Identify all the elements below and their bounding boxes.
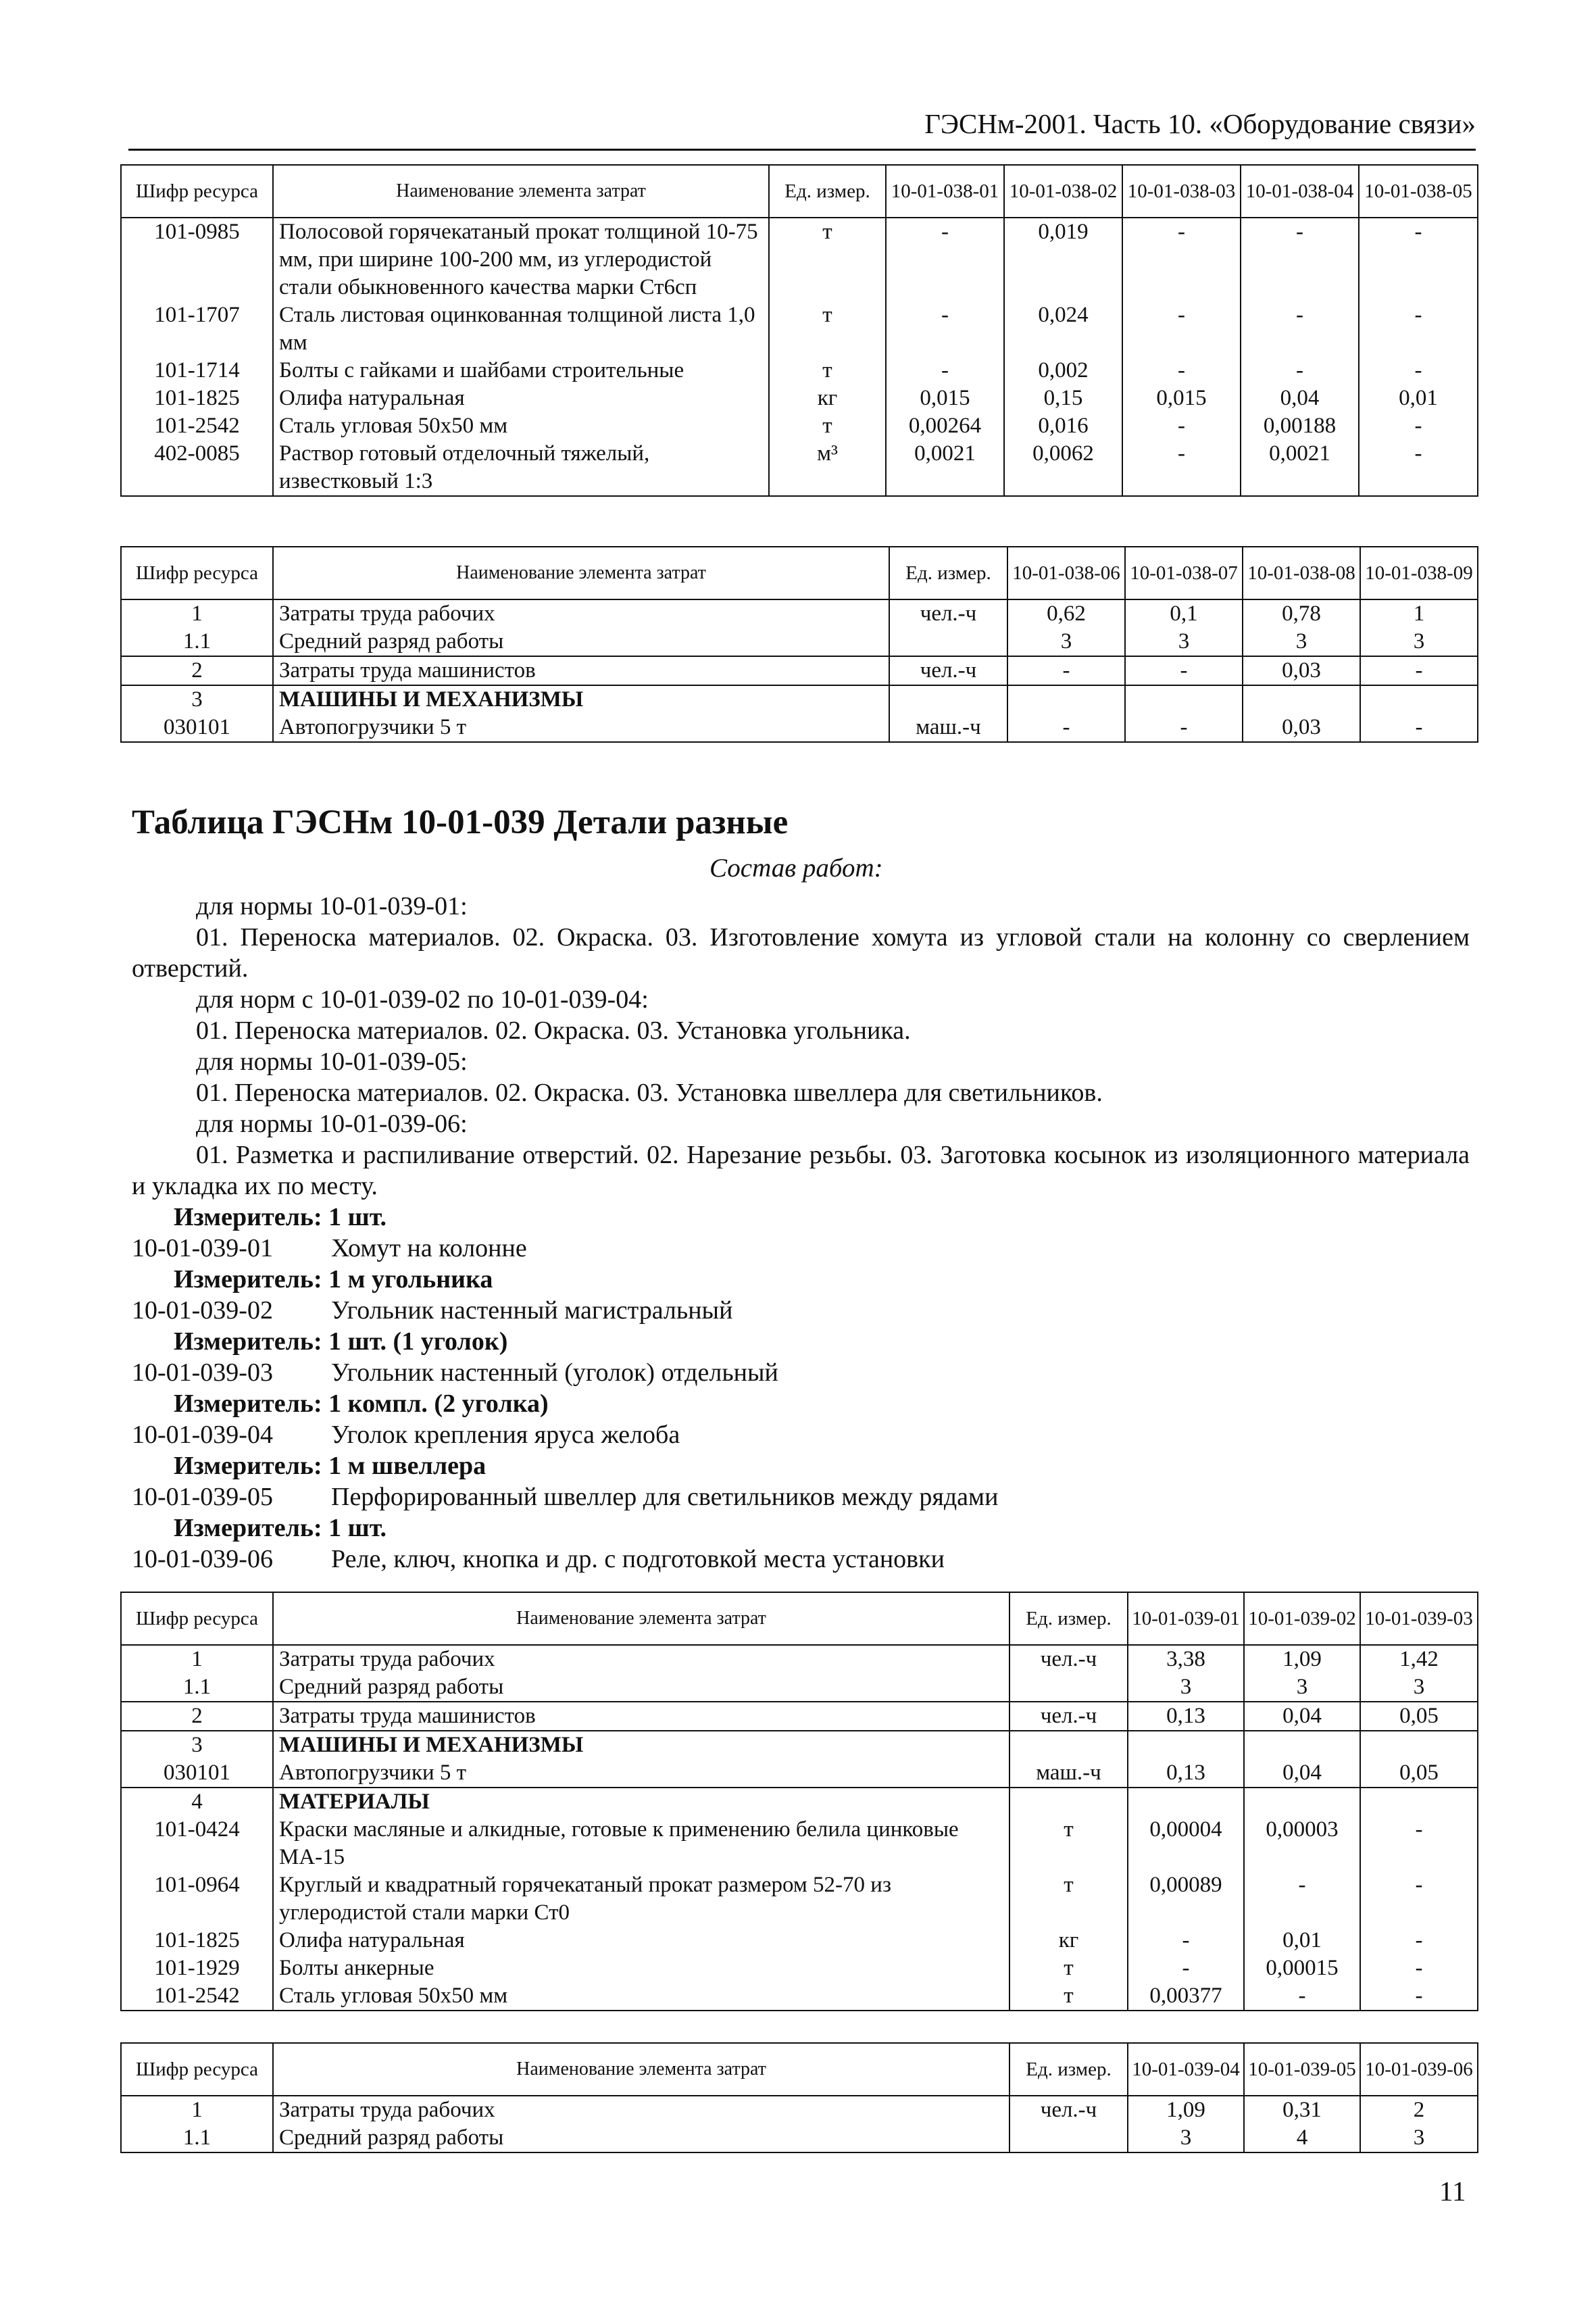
cell-value: 0,00264 — [886, 412, 1004, 440]
col-unit: Ед. измер. — [889, 547, 1007, 599]
table-row — [121, 1954, 1478, 1982]
table-row — [121, 1871, 1478, 1927]
cell-code: 3 — [121, 1731, 273, 1759]
cell-code: 1 — [121, 2096, 273, 2124]
cell-value — [1128, 1731, 1244, 1759]
table-row — [121, 1816, 1478, 1871]
col-value: 10-01-039-01 — [1128, 1592, 1244, 1645]
cell-value: - — [1360, 1954, 1478, 1982]
col-unit: Ед. измер. — [769, 165, 886, 218]
cell-unit — [1009, 1673, 1128, 1702]
cell-value: 1 — [1360, 599, 1478, 628]
cell-code: 1.1 — [121, 1673, 273, 1702]
norm-code: 10-01-039-03 — [132, 1358, 273, 1387]
cell-name: Сталь угловая 50х50 мм — [273, 412, 769, 440]
cell-code: 1 — [121, 1645, 273, 1673]
cell-value: 0,1 — [1125, 599, 1243, 628]
col-code: Шифр ресурса — [121, 1592, 273, 1645]
cell-value: - — [886, 218, 1004, 301]
table-038-labor — [120, 546, 1478, 743]
cell-value: 0,05 — [1360, 1702, 1478, 1731]
cell-value: 0,00377 — [1128, 1982, 1244, 2011]
cell-name: Средний разряд работы — [273, 1673, 1009, 1702]
col-value: 10-01-038-06 — [1007, 547, 1125, 599]
measure-label: Измеритель: 1 шт. — [174, 1203, 387, 1231]
col-unit: Ед. измер. — [1009, 2043, 1128, 2096]
cell-value: 3,38 — [1128, 1645, 1244, 1673]
cell-value: - — [1128, 1954, 1244, 1982]
cell-value: 0,00003 — [1244, 1816, 1360, 1871]
table-039-resources — [120, 1592, 1478, 2011]
cell-name: Средний разряд работы — [273, 2124, 1009, 2152]
cell-code: 101-1714 — [121, 357, 273, 385]
cell-value — [1125, 685, 1243, 714]
col-value: 10-01-038-04 — [1241, 165, 1359, 218]
cell-value: 0,62 — [1007, 599, 1125, 628]
cell-value: 0,0021 — [1241, 440, 1359, 496]
cell-code: 101-2542 — [121, 412, 273, 440]
cell-value: 0,15 — [1004, 385, 1122, 412]
cell-value: 0,00188 — [1241, 412, 1359, 440]
cell-code: 1 — [121, 599, 273, 628]
cell-value: - — [886, 301, 1004, 357]
col-code: Шифр ресурса — [121, 165, 273, 218]
cell-name: Сталь листовая оцинкованная толщиной листа 1,0 мм — [273, 301, 769, 357]
cell-value: - — [1360, 1927, 1478, 1954]
cell-section-heading: МАТЕРИАЛЫ — [273, 1788, 1009, 1816]
table-row — [121, 2124, 1478, 2152]
col-name: Наименование элемента затрат — [273, 165, 769, 218]
col-value: 10-01-038-08 — [1243, 547, 1360, 599]
cell-value: - — [1359, 412, 1478, 440]
cell-name: Олифа натуральная — [273, 385, 769, 412]
cell-value: - — [1360, 1982, 1478, 2011]
cell-value — [1243, 685, 1360, 714]
cell-name: Автопогрузчики 5 т — [273, 1759, 1009, 1788]
cell-unit: т — [1009, 1954, 1128, 1982]
header-rule — [128, 149, 1476, 151]
cell-value: 0,00089 — [1128, 1871, 1244, 1927]
norm-code: 10-01-039-05 — [132, 1483, 273, 1511]
norm-range-heading: для нормы 10-01-039-05: — [196, 1048, 468, 1076]
cell-value — [1360, 1731, 1478, 1759]
measure-label: Измеритель: 1 шт. (1 уголок) — [174, 1327, 508, 1356]
table-row — [121, 628, 1478, 656]
col-name: Наименование элемента затрат — [273, 2043, 1009, 2096]
table-row — [121, 1731, 1478, 1759]
cell-value: 0,024 — [1004, 301, 1122, 357]
cell-code: 101-0964 — [121, 1871, 273, 1927]
cell-value: 2 — [1360, 2096, 1478, 2124]
cell-value: - — [1359, 218, 1478, 301]
cell-unit — [889, 628, 1007, 656]
cell-value: 0,04 — [1241, 385, 1359, 412]
cell-unit: т — [769, 218, 886, 301]
table-row — [121, 685, 1478, 714]
cell-value: - — [1125, 714, 1243, 742]
cell-value: 0,01 — [1244, 1927, 1360, 1954]
page-header: ГЭСНм-2001. Часть 10. «Оборудование связи» — [924, 108, 1476, 139]
work-composition — [132, 891, 1470, 1575]
cell-value: 0,002 — [1004, 357, 1122, 385]
cell-code: 101-1825 — [121, 1927, 273, 1954]
table-row — [121, 599, 1478, 628]
norm-code: 10-01-039-04 — [132, 1421, 273, 1449]
cell-value: 0,04 — [1244, 1759, 1360, 1788]
cell-value: - — [886, 357, 1004, 385]
norm-name: Угольник настенный магистральный — [331, 1296, 733, 1325]
cell-value: 1,09 — [1128, 2096, 1244, 2124]
cell-code: 101-1825 — [121, 385, 273, 412]
norm-name: Реле, ключ, кнопка и др. с подготовкой места установки — [331, 1545, 945, 1573]
col-value: 10-01-038-05 — [1359, 165, 1478, 218]
page-number: 11 — [1439, 2175, 1466, 2207]
cell-code: 101-1707 — [121, 301, 273, 357]
cell-value: 0,016 — [1004, 412, 1122, 440]
cell-section-heading: МАШИНЫ И МЕХАНИЗМЫ — [273, 1731, 1009, 1759]
norm-name: Перфорированный швеллер для светильников между рядами — [331, 1483, 999, 1511]
cell-value: 0,03 — [1243, 714, 1360, 742]
cell-value: 4 — [1244, 2124, 1360, 2152]
col-name: Наименование элемента затрат — [273, 1592, 1009, 1645]
cell-name: Затраты труда рабочих — [273, 599, 889, 628]
cell-value: 3 — [1125, 628, 1243, 656]
cell-code: 402-0085 — [121, 440, 273, 496]
table-row — [121, 1927, 1478, 1954]
cell-unit: т — [1009, 1816, 1128, 1871]
cell-value: 0,00015 — [1244, 1954, 1360, 1982]
cell-value: - — [1241, 218, 1359, 301]
cell-code: 030101 — [121, 1759, 273, 1788]
cell-name: Затраты труда машинистов — [273, 1702, 1009, 1731]
cell-code: 101-2542 — [121, 1982, 273, 2011]
col-value: 10-01-038-03 — [1122, 165, 1241, 218]
norm-code: 10-01-039-02 — [132, 1296, 273, 1325]
col-value: 10-01-039-04 — [1128, 2043, 1244, 2096]
cell-unit: чел.-ч — [889, 599, 1007, 628]
table-039-labor-continued — [120, 2042, 1478, 2153]
col-value: 10-01-038-09 — [1360, 547, 1478, 599]
table-row — [121, 440, 1478, 496]
cell-value — [1244, 1731, 1360, 1759]
cell-value: 1,42 — [1360, 1645, 1478, 1673]
cell-value — [1360, 1788, 1478, 1816]
norm-range-heading: для нормы 10-01-039-01: — [196, 892, 468, 920]
table-row — [121, 1982, 1478, 2011]
cell-unit: т — [1009, 1982, 1128, 2011]
cell-code: 101-0985 — [121, 218, 273, 301]
norm-line — [132, 1481, 1470, 1512]
col-value: 10-01-039-02 — [1244, 1592, 1360, 1645]
cell-name: Краски масляные и алкидные, готовые к применению белила цинковые МА-15 — [273, 1816, 1009, 1871]
norm-code: 10-01-039-01 — [132, 1234, 273, 1262]
table-038-materials — [120, 164, 1478, 497]
cell-unit — [1009, 1731, 1128, 1759]
table-row — [121, 1645, 1478, 1673]
cell-value: - — [1125, 656, 1243, 685]
cell-name: Полосовой горячекатаный прокат толщиной 10-75 мм, при ширине 100-200 мм, из углеродистой стали обыкновенного качества марки Ст6сп — [273, 218, 769, 301]
cell-value: - — [1241, 357, 1359, 385]
cell-unit: т — [1009, 1871, 1128, 1927]
work-description: 01. Переноска материалов. 02. Окраска. 03. Изготовление хомута из угловой стали на колонну со сверлением отверстий. — [132, 923, 1470, 983]
cell-code: 1.1 — [121, 628, 273, 656]
table-row — [121, 1673, 1478, 1702]
col-value: 10-01-039-05 — [1244, 2043, 1360, 2096]
cell-value: - — [1007, 656, 1125, 685]
cell-value: 0,015 — [886, 385, 1004, 412]
norm-line — [132, 1233, 1470, 1264]
work-description: 01. Переноска материалов. 02. Окраска. 03. Установка угольника. — [196, 1016, 911, 1045]
measure-label: Измеритель: 1 м угольника — [174, 1265, 493, 1294]
cell-name: Олифа натуральная — [273, 1927, 1009, 1954]
measure-label: Измеритель: 1 шт. — [174, 1514, 387, 1542]
cell-unit: кг — [1009, 1927, 1128, 1954]
measure-label: Измеритель: 1 м швеллера — [174, 1452, 487, 1480]
cell-unit: чел.-ч — [889, 656, 1007, 685]
col-value: 10-01-039-03 — [1360, 1592, 1478, 1645]
table-row — [121, 1788, 1478, 1816]
cell-value: - — [1122, 218, 1241, 301]
cell-value: - — [1128, 1927, 1244, 1954]
cell-value: 0,01 — [1359, 385, 1478, 412]
work-description: 01. Разметка и распиливание отверстий. 02. Нарезание резьбы. 03. Заготовка косынок из изоляционного материала и укладка их по месту. — [132, 1141, 1470, 1200]
cell-value — [1360, 685, 1478, 714]
col-value: 10-01-038-02 — [1004, 165, 1122, 218]
cell-name: Болты анкерные — [273, 1954, 1009, 1982]
work-description: 01. Переноска материалов. 02. Окраска. 03. Установка швеллера для светильников. — [196, 1079, 1103, 1107]
norm-line — [132, 1295, 1470, 1326]
cell-value: - — [1360, 714, 1478, 742]
table-row — [121, 357, 1478, 385]
cell-unit: чел.-ч — [1009, 1702, 1128, 1731]
cell-value: 0,0021 — [886, 440, 1004, 496]
table-row — [121, 1759, 1478, 1788]
cell-name: Раствор готовый отделочный тяжелый, известковый 1:3 — [273, 440, 769, 496]
cell-value: - — [1122, 412, 1241, 440]
norm-range-heading: для нормы 10-01-039-06: — [196, 1110, 468, 1138]
cell-value: 0,0062 — [1004, 440, 1122, 496]
cell-value: 0,78 — [1243, 599, 1360, 628]
cell-unit: кг — [769, 385, 886, 412]
measure-label: Измеритель: 1 компл. (2 уголка) — [174, 1389, 549, 1418]
cell-value: - — [1360, 1871, 1478, 1927]
norm-name: Хомут на колонне — [331, 1234, 527, 1262]
cell-value: - — [1359, 357, 1478, 385]
cell-unit — [1009, 1788, 1128, 1816]
cell-code: 030101 — [121, 714, 273, 742]
cell-name: Болты с гайками и шайбами строительные — [273, 357, 769, 385]
cell-unit: т — [769, 412, 886, 440]
col-value: 10-01-038-07 — [1125, 547, 1243, 599]
col-value: 10-01-039-06 — [1360, 2043, 1478, 2096]
cell-value: 0,31 — [1244, 2096, 1360, 2124]
cell-value: 0,019 — [1004, 218, 1122, 301]
table-row — [121, 714, 1478, 742]
cell-value: - — [1122, 357, 1241, 385]
cell-value: 0,13 — [1128, 1759, 1244, 1788]
col-code: Шифр ресурса — [121, 2043, 273, 2096]
cell-unit — [889, 685, 1007, 714]
table-row — [121, 1702, 1478, 1731]
cell-unit: чел.-ч — [1009, 2096, 1128, 2124]
cell-value: - — [1122, 301, 1241, 357]
cell-value: 3 — [1128, 1673, 1244, 1702]
cell-value: 3 — [1243, 628, 1360, 656]
cell-code: 101-0424 — [121, 1816, 273, 1871]
cell-value: - — [1360, 656, 1478, 685]
cell-value — [1244, 1788, 1360, 1816]
cell-unit: маш.-ч — [889, 714, 1007, 742]
norm-line — [132, 1419, 1470, 1450]
cell-value: 3 — [1128, 2124, 1244, 2152]
norm-code: 10-01-039-06 — [132, 1545, 273, 1573]
cell-name: Затраты труда рабочих — [273, 2096, 1009, 2124]
cell-name: Затраты труда рабочих — [273, 1645, 1009, 1673]
cell-name: Затраты труда машинистов — [273, 656, 889, 685]
cell-unit: т — [769, 301, 886, 357]
cell-value: 3 — [1007, 628, 1125, 656]
cell-value: - — [1360, 1816, 1478, 1871]
norm-name: Угольник настенный (уголок) отдельный — [331, 1358, 778, 1387]
section-subtitle: Состав работ: — [709, 854, 883, 883]
cell-value: - — [1359, 301, 1478, 357]
section-title: Таблица ГЭСНм 10-01-039 Детали разные — [132, 804, 789, 841]
cell-value: - — [1359, 440, 1478, 496]
cell-value: 0,04 — [1244, 1702, 1360, 1731]
cell-value: 3 — [1360, 2124, 1478, 2152]
norm-line — [132, 1357, 1470, 1388]
norm-name: Уголок крепления яруса желоба — [331, 1421, 680, 1449]
table-row — [121, 2096, 1478, 2124]
cell-name: Сталь угловая 50х50 мм — [273, 1982, 1009, 2011]
cell-name: Средний разряд работы — [273, 628, 889, 656]
norm-line — [132, 1544, 1470, 1575]
norm-range-heading: для норм с 10-01-039-02 по 10-01-039-04: — [196, 985, 649, 1014]
cell-section-heading: МАШИНЫ И МЕХАНИЗМЫ — [273, 685, 889, 714]
table-row — [121, 301, 1478, 357]
col-value: 10-01-038-01 — [886, 165, 1004, 218]
cell-name: Автопогрузчики 5 т — [273, 714, 889, 742]
cell-value: - — [1244, 1871, 1360, 1927]
cell-value: - — [1241, 301, 1359, 357]
cell-code: 3 — [121, 685, 273, 714]
cell-unit: м³ — [769, 440, 886, 496]
cell-unit: чел.-ч — [1009, 1645, 1128, 1673]
cell-code: 2 — [121, 1702, 273, 1731]
cell-value: 0,03 — [1243, 656, 1360, 685]
cell-value: 0,05 — [1360, 1759, 1478, 1788]
cell-value: 3 — [1360, 628, 1478, 656]
cell-unit: маш.-ч — [1009, 1759, 1128, 1788]
table-row — [121, 218, 1478, 301]
col-name: Наименование элемента затрат — [273, 547, 889, 599]
cell-name: Круглый и квадратный горячекатаный прокат размером 52-70 из углеродистой стали марки Ст0 — [273, 1871, 1009, 1927]
cell-value: - — [1007, 714, 1125, 742]
cell-code: 101-1929 — [121, 1954, 273, 1982]
cell-value — [1128, 1788, 1244, 1816]
cell-value — [1007, 685, 1125, 714]
cell-code: 1.1 — [121, 2124, 273, 2152]
cell-unit — [1009, 2124, 1128, 2152]
cell-value: 3 — [1360, 1673, 1478, 1702]
cell-unit: т — [769, 357, 886, 385]
col-code: Шифр ресурса — [121, 547, 273, 599]
cell-value: 1,09 — [1244, 1645, 1360, 1673]
table-row — [121, 385, 1478, 412]
cell-code: 2 — [121, 656, 273, 685]
cell-value: 0,13 — [1128, 1702, 1244, 1731]
table-row — [121, 656, 1478, 685]
cell-value: 3 — [1244, 1673, 1360, 1702]
cell-value: - — [1244, 1982, 1360, 2011]
table-row — [121, 412, 1478, 440]
col-unit: Ед. измер. — [1009, 1592, 1128, 1645]
cell-value: - — [1122, 440, 1241, 496]
cell-code: 4 — [121, 1788, 273, 1816]
cell-value: 0,00004 — [1128, 1816, 1244, 1871]
cell-value: 0,015 — [1122, 385, 1241, 412]
